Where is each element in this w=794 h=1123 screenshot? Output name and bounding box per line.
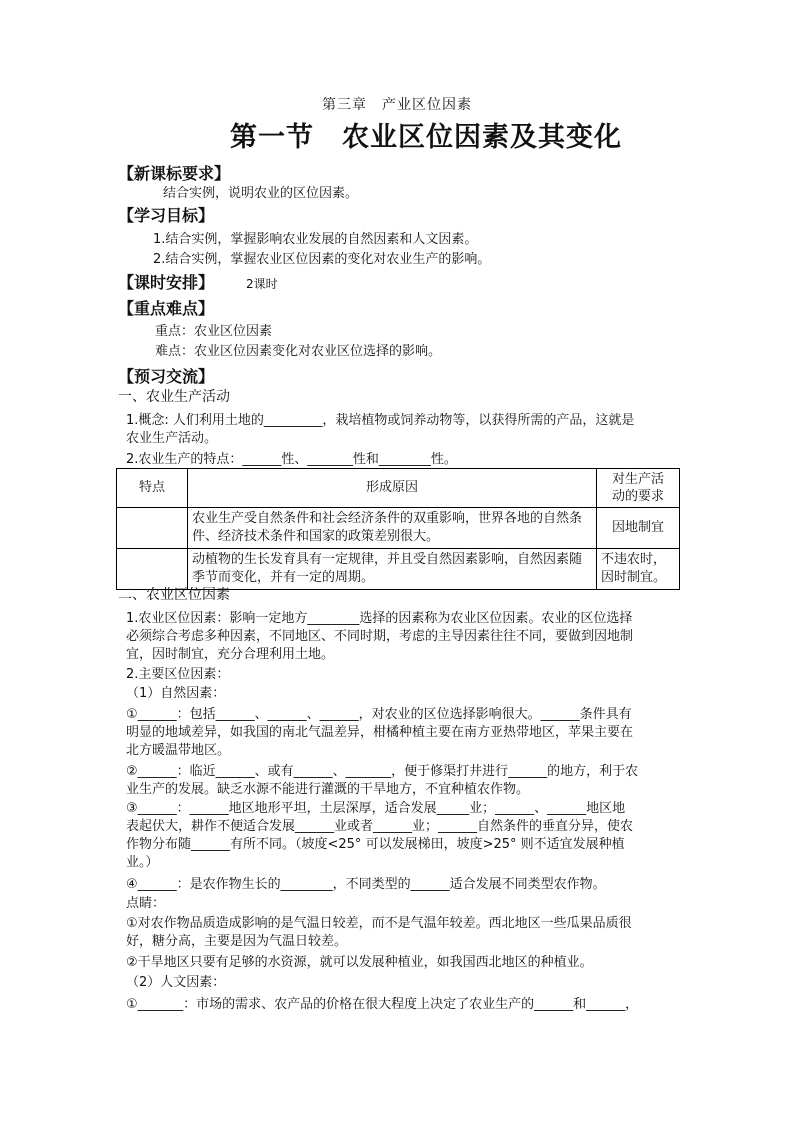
features-line: 2.农业生产的特点：______性、_______性和________性。 xyxy=(126,452,457,467)
text-line: 北方暖温带地区。 xyxy=(126,743,231,758)
part2-title: 二、农业区位因素 xyxy=(118,587,230,603)
preview-heading: 【预习交流】 xyxy=(118,367,215,386)
text-line: 1.农业区位因素：影响一定地方________选择的因素称为农业区位因素。农业的区位选择 xyxy=(126,611,633,626)
difficult-point: 难点：农业区位因素变化对农业区位选择的影响。 xyxy=(155,344,442,359)
table-cell: 不违农时，因时制宜。 xyxy=(597,549,680,590)
goal-item: 2.结合实例，掌握农业区位因素的变化对农业生产的影响。 xyxy=(153,252,491,267)
text-line: ②______：临近______、或有______、_______，便于修渠打井进行______的地方，利于农 xyxy=(126,764,639,779)
text-line: 表起伏大，耕作不便适合发展______业或者______业；______自然条件的垂直分异，使农 xyxy=(126,819,634,834)
text-line: 好，糖分高，主要是因为气温日较差。 xyxy=(126,934,348,949)
text-line: 作物分布随______有所不同。（坡度<25° 可以发展梯田，坡度>25° 则不适宜发展种植 xyxy=(126,837,625,852)
text-line: ③______：______地区地形平坦，土层深厚，适合发展_____业；______、______地区地 xyxy=(126,801,626,816)
text-line: 点睛： xyxy=(126,896,166,911)
text-line: ①______：包括______、______、______，对农业的区位选择影响很大。______条件具有 xyxy=(126,707,632,722)
text-line: 明显的地域差异，如我国的南北气温差异，柑橘种植主要在南方亚热带地区，苹果主要在 xyxy=(126,725,634,740)
standard-text: 结合实例，说明农业的区位因素。 xyxy=(163,186,359,201)
text-line: ④______：是农作物生长的________，不同类型的______适合发展不同类型农作物。 xyxy=(126,877,606,892)
text-line: 业。） xyxy=(126,855,159,870)
concept-line: 农业生产活动。 xyxy=(126,431,218,446)
table-header: 形成原因 xyxy=(188,469,597,508)
key-heading: 【重点难点】 xyxy=(118,299,215,318)
text-line: ①对农作物品质造成影响的是气温日较差，而不是气温年较差。西北地区一些瓜果品质很 xyxy=(126,916,632,931)
text-line: ①_______：市场的需求、农产品的价格在很大程度上决定了农业生产的______和______， xyxy=(126,997,639,1012)
page-title: 第一节 农业区位因素及其变化 xyxy=(230,122,622,153)
table-cell: 农业生产受自然条件和社会经济条件的双重影响，世界各地的自然条件、经济技术条件和国家的政策差别很大。 xyxy=(188,508,597,549)
table-header-row xyxy=(117,469,680,508)
table-cell xyxy=(117,508,188,549)
text-line: （1）自然因素： xyxy=(126,686,226,701)
text-line: 宜，因时制宜，充分合理利用土地。 xyxy=(126,647,335,662)
table-cell: 因地制宜 xyxy=(597,508,680,549)
table-row xyxy=(117,508,680,549)
table-cell: 动植物的生长发育具有一定规律，并且受自然因素影响，自然因素随季节而变化，并有一定的周期。 xyxy=(188,549,597,590)
chapter-title: 第三章 产业区位因素 xyxy=(322,97,472,113)
text-line: ②干旱地区只要有足够的水资源，就可以发展种植业，如我国西北地区的种植业。 xyxy=(126,955,593,970)
concept-line: 1.概念: 人们利用土地的_________，栽培植物或饲养动物等，以获得所需的产品，这就是 xyxy=(126,413,635,428)
goal-item: 1.结合实例，掌握影响农业发展的自然因素和人文因素。 xyxy=(153,232,478,247)
text-line: 业生产的发展。缺乏水源不能进行灌溉的干旱地方，不宜种植农作物。 xyxy=(126,782,530,797)
table-header-line: 动的要求 xyxy=(611,489,664,504)
table-header xyxy=(597,469,680,508)
standard-heading: 【新课标要求】 xyxy=(118,164,231,183)
schedule-heading: 【课时安排】 xyxy=(118,273,215,292)
text-line: 2.主要区位因素： xyxy=(126,667,230,682)
part1-title: 一、农业生产活动 xyxy=(118,389,230,405)
text-line: 必须综合考虑多种因素，不同地区、不同时期，考虑的主导因素往往不同，要做到因地制 xyxy=(126,629,634,644)
table-header: 特点 xyxy=(117,469,188,508)
table-row xyxy=(117,549,680,590)
text-line: （2）人文因素： xyxy=(126,975,226,990)
schedule-text: 2课时 xyxy=(246,277,278,291)
key-point: 重点：农业区位因素 xyxy=(155,324,273,339)
table-cell xyxy=(117,549,188,590)
table-header-line: 对生产活 xyxy=(611,472,664,487)
features-table xyxy=(116,468,680,590)
goals-heading: 【学习目标】 xyxy=(118,206,215,225)
